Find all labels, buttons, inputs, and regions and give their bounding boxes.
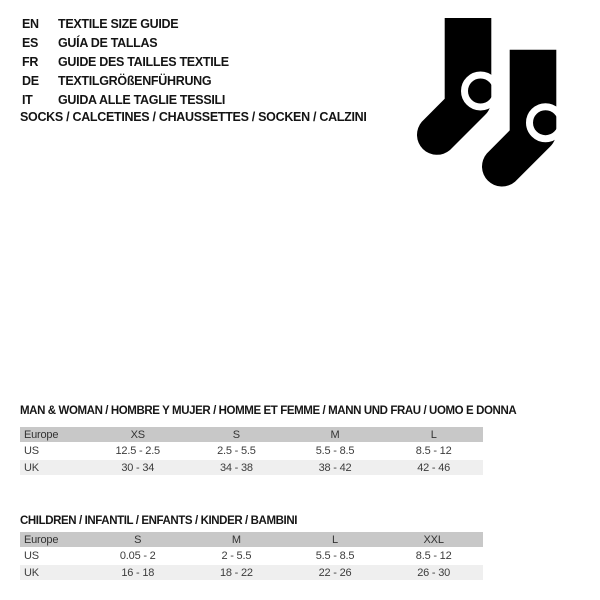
socks-icon-svg — [403, 3, 583, 191]
column-header-size: S — [232, 428, 240, 441]
row-label: US — [24, 550, 39, 562]
sock-back-shape — [417, 18, 491, 155]
size-cell: 34 - 38 — [219, 461, 253, 474]
column-header-size: L — [430, 428, 437, 441]
size-cell: 16 - 18 — [121, 566, 155, 579]
sock-front-shape — [482, 50, 556, 187]
children-size-table — [20, 532, 483, 580]
row-label: UK — [24, 461, 39, 474]
row-label: UK — [24, 566, 39, 579]
size-cell: 0.05 - 2 — [119, 550, 156, 562]
table-row-uk — [20, 565, 483, 580]
language-label: GUÍA DE TALLAS — [58, 35, 158, 50]
column-header-region: Europe — [24, 428, 59, 441]
language-title-list — [22, 14, 229, 109]
column-header-size: XS — [130, 428, 145, 441]
table-header-row — [20, 532, 483, 547]
children-table-title: CHILDREN / INFANTIL / ENFANTS / KINDER / BAMBINI — [20, 515, 298, 527]
language-code: FR — [22, 54, 39, 69]
language-code: IT — [22, 92, 33, 107]
size-cell: 12.5 - 2.5 — [115, 445, 160, 457]
man-woman-size-table — [20, 427, 483, 475]
category-heading: SOCKS / CALCETINES / CHAUSSETTES / SOCKEN / CALZINI — [20, 110, 367, 124]
language-row-en — [22, 14, 229, 33]
column-header-size: M — [330, 428, 340, 441]
table-header-row — [20, 427, 483, 442]
sock-back — [417, 18, 497, 155]
table-row-uk — [20, 460, 483, 475]
size-cell: 26 - 30 — [417, 566, 451, 579]
language-label: GUIDA ALLE TAGLIE TESSILI — [58, 92, 226, 107]
size-cell: 2 - 5.5 — [221, 550, 252, 562]
column-header-size: M — [231, 533, 241, 546]
language-row-fr — [22, 52, 229, 71]
row-label: US — [24, 445, 39, 457]
man-woman-table-title: MAN & WOMAN / HOMBRE Y MUJER / HOMME ET FEMME / MANN UND FRAU / UOMO E DONNA — [20, 405, 517, 417]
sock-front — [482, 50, 562, 187]
socks-icon — [403, 3, 583, 191]
language-label: GUIDE DES TAILLES TEXTILE — [58, 54, 229, 69]
column-header-size: L — [332, 533, 338, 546]
size-cell: 8.5 - 12 — [415, 550, 452, 562]
size-cell: 8.5 - 12 — [415, 445, 452, 457]
size-cell: 2.5 - 5.5 — [217, 445, 256, 457]
size-cell: 22 - 26 — [318, 566, 352, 579]
language-code: DE — [22, 73, 39, 88]
language-code: EN — [22, 16, 39, 31]
size-cell: 30 - 34 — [121, 461, 155, 474]
size-cell: 18 - 22 — [219, 566, 253, 579]
language-row-it — [22, 90, 229, 109]
table-row-us — [20, 442, 483, 460]
table-row-us — [20, 547, 483, 565]
column-header-region: Europe — [24, 533, 59, 546]
column-header-size: XXL — [423, 533, 444, 546]
language-code: ES — [22, 35, 39, 50]
language-label: TEXTILE SIZE GUIDE — [58, 16, 179, 31]
language-label: TEXTILGRÖßENFÜHRUNG — [58, 73, 212, 88]
language-row-de — [22, 71, 229, 90]
size-cell: 38 - 42 — [318, 461, 352, 474]
column-header-size: S — [134, 533, 142, 546]
language-row-es — [22, 33, 229, 52]
size-cell: 42 - 46 — [417, 461, 451, 474]
size-cell: 5.5 - 8.5 — [315, 550, 355, 562]
size-cell: 5.5 - 8.5 — [315, 445, 355, 457]
